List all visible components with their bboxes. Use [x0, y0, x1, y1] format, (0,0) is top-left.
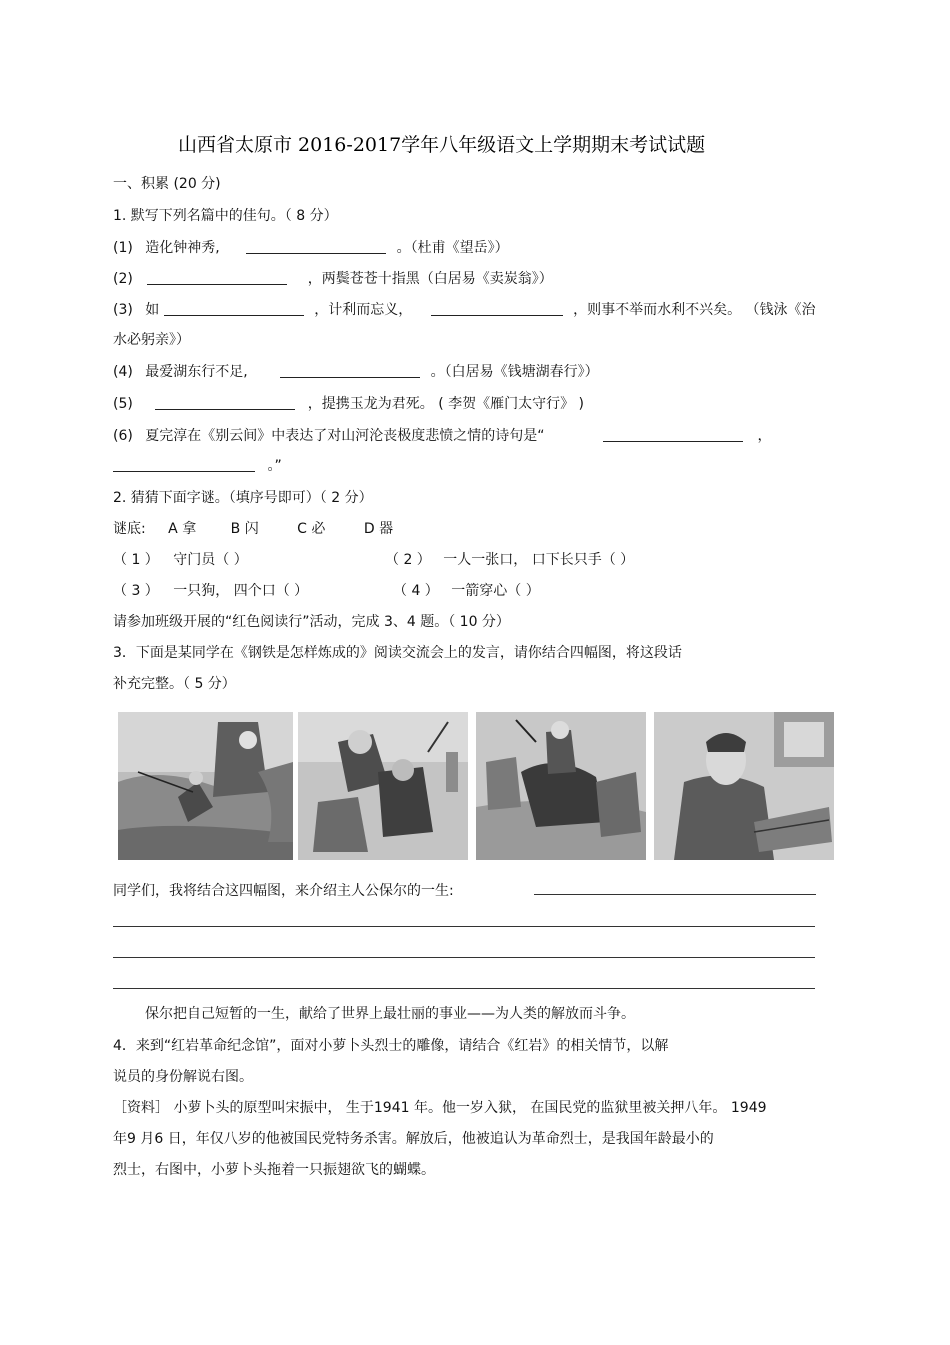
illustration-fishing-scene	[118, 712, 293, 860]
option-d: D 器	[363, 521, 394, 537]
item-number: (6)	[113, 428, 133, 444]
material-line-1: ［资料］ 小萝卜头的原型叫宋振中， 生于1941 年。他一岁入狱， 在国民党的监狱里被关押八年。 1949	[113, 1100, 767, 1116]
q1-item-4	[113, 361, 599, 381]
page-title: 山西省太原市 2016-2017学年八年级语文上学期期末考试试题	[178, 134, 706, 156]
q1-item-3-continued: 水必躬亲》）	[113, 332, 190, 348]
answer-line[interactable]	[113, 988, 815, 989]
option-c: C 必	[297, 521, 326, 537]
question-3-line-2: 补充完整。（ 5 分）	[113, 676, 236, 692]
illustration-cavalry-scene	[476, 712, 646, 860]
item-source: 。（白居易《钱塘湖春行》）	[430, 364, 599, 380]
item-prefix: 造化钟神秀,	[145, 240, 220, 256]
item-end: 。”	[267, 458, 282, 474]
answer-blank[interactable]	[164, 301, 304, 316]
illustration-confrontation-scene	[298, 712, 468, 860]
answer-blank[interactable]	[246, 239, 386, 254]
item-source: ，则事不举而水利不兴矣。 （钱泳《治	[573, 302, 816, 318]
paul-intro-sentence: 同学们，我将结合这四幅图，来介绍主人公保尔的一生:	[113, 883, 454, 899]
riddle-3	[113, 580, 308, 600]
q1-item-3	[113, 299, 816, 319]
q1-item-2	[113, 268, 553, 288]
riddle-2	[385, 549, 634, 569]
answer-blank[interactable]	[113, 457, 255, 472]
q1-item-5	[113, 393, 584, 413]
riddle-number: （ 4 ）	[393, 583, 439, 599]
item-source: ，两鬓苍苍十指黑（白居易《卖炭翁》）	[307, 271, 553, 287]
item-number: (5)	[113, 396, 133, 412]
material-line-3: 烈士，右图中，小萝卜头拖着一只振翅欲飞的蝴蝶。	[113, 1162, 435, 1178]
activity-intro: 请参加班级开展的“红色阅读行”活动，完成 3、4 题。（ 10 分）	[113, 614, 510, 630]
answer-blank[interactable]	[431, 301, 563, 316]
answer-line[interactable]	[113, 957, 815, 958]
item-prefix: 最爱湖东行不足,	[145, 364, 248, 380]
answer-blank[interactable]	[603, 427, 743, 442]
q1-item-6	[113, 425, 771, 445]
question-3-line-1: 3．下面是某同学在《钢铁是怎样炼成的》阅读交流会上的发言，请你结合四幅图，将这段话	[113, 645, 682, 661]
answer-blank[interactable]	[155, 395, 295, 410]
riddle-text: 一箭穿心（ ）	[451, 583, 540, 599]
q1-item-1	[113, 237, 509, 257]
riddle-1	[113, 549, 248, 569]
illustration-portrait-scene	[654, 712, 834, 860]
answer-line[interactable]	[534, 894, 816, 895]
item-prefix: 夏完淳在《别云间》中表达了对山河沦丧极度悲愤之情的诗句是“	[145, 428, 545, 444]
option-b: B 闪	[230, 521, 259, 537]
item-number: (1)	[113, 240, 133, 256]
answer-blank[interactable]	[280, 363, 420, 378]
question-2-header: 2. 猜猜下面字谜。（填序号即可）（ 2 分）	[113, 490, 373, 506]
item-source: ，提携玉龙为君死。 ( 李贺《雁门太守行》 )	[307, 396, 585, 412]
riddle-text: 守门员（ ）	[173, 552, 248, 568]
riddle-text: 一只狗， 四个口（ ）	[173, 583, 309, 599]
item-source: 。（杜甫《望岳》）	[396, 240, 509, 256]
question-4-line-2: 说员的身份解说右图。	[113, 1069, 253, 1085]
question-4-line-1: 4．来到“红岩革命纪念馆”，面对小萝卜头烈士的雕像，请结合《红岩》的相关情节，以解	[113, 1038, 669, 1054]
riddle-answers	[113, 518, 393, 538]
item-number: (2)	[113, 271, 133, 287]
answer-line[interactable]	[113, 926, 815, 927]
riddle-text: 一人一张口， 口下长只手（ ）	[443, 552, 635, 568]
riddle-number: （ 1 ）	[113, 552, 159, 568]
answer-blank[interactable]	[147, 270, 287, 285]
item-number: (3)	[113, 302, 133, 318]
riddle-number: （ 3 ）	[113, 583, 159, 599]
question-1-header: 1. 默写下列名篇中的佳句。（ 8 分）	[113, 208, 338, 224]
riddle-4	[393, 580, 540, 600]
item-comma: ，	[757, 428, 772, 444]
answers-label: 谜底:	[113, 521, 146, 537]
item-middle: ，计利而忘义，	[314, 302, 413, 318]
paul-closing-sentence: 保尔把自己短暂的一生，献给了世界上最壮丽的事业——为人类的解放而斗争。	[145, 1006, 635, 1022]
riddle-number: （ 2 ）	[385, 552, 431, 568]
section-heading: 一、积累 (20 分)	[113, 176, 221, 192]
item-number: (4)	[113, 364, 133, 380]
material-line-2: 年9 月6 日，年仅八岁的他被国民党特务杀害。解放后，他被追认为革命烈士，是我国年龄最小的	[113, 1131, 714, 1147]
item-prefix: 如	[145, 302, 160, 318]
q1-item-6-continued	[113, 455, 282, 475]
option-a: A 拿	[168, 521, 197, 537]
